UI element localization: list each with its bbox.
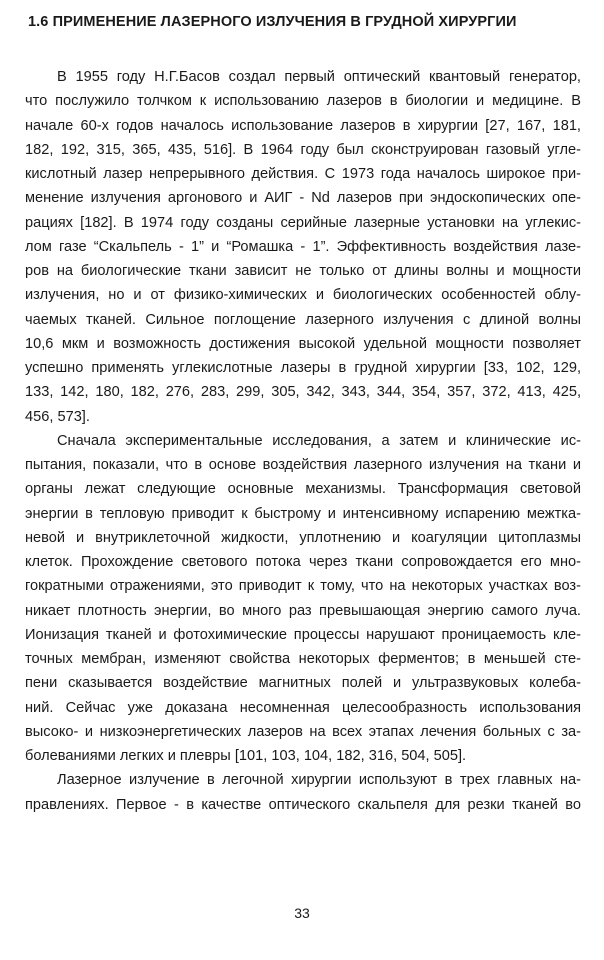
text-line: чаемых тканей. Сильное поглощение лазерного излучения с длиной волны — [25, 311, 581, 328]
text-line: пени сказывается воздействие магнитных полей и ультразвуковых колеба- — [25, 675, 581, 692]
text-line: органы лежат следующие основные механизмы. Трансформация световой — [25, 481, 581, 498]
section-heading: 1.6 ПРИМЕНЕНИЕ ЛАЗЕРНОГО ИЗЛУЧЕНИЯ В ГРУДНОЙ ХИРУРГИИ — [28, 14, 517, 30]
text-line: энергии в тепловую приводит к быстрому и интенсивному испарению межтка- — [25, 505, 581, 522]
text-line: рациях [182]. В 1974 году созданы серийные лазерные установки на углекис- — [25, 214, 581, 231]
text-line: 133, 142, 180, 182, 276, 283, 299, 305, 342, 343, 344, 354, 357, 372, 413, 425, — [25, 384, 581, 401]
document-body — [25, 65, 581, 817]
paragraph-2 — [25, 429, 581, 769]
text-line: успешно применять углекислотные лазеры в грудной хирургии [33, 102, 129, — [25, 360, 581, 376]
text-line: начале 60-х годов началось использование лазеров в хирургии [27, 167, 181, — [25, 117, 581, 134]
text-line: Ионизация тканей и фотохимические процессы нарушают проницаемость кле- — [25, 626, 581, 643]
text-line: точных мембран, изменяют свойства некоторых ферментов; в меньшей сте- — [25, 651, 581, 667]
text-line: кислотный лазер непрерывного действия. С 1973 года началось широкое при- — [25, 166, 581, 182]
text-line: болеваниями легких и плевры [101, 103, 104, 182, 316, 504, 505]. — [25, 748, 467, 764]
text-line: клеток. Прохождение светового потока через ткани сопровождается его мно- — [25, 554, 581, 570]
text-line: Сначала экспериментальные исследования, а затем и клинические ис- — [57, 432, 581, 449]
text-line: 456, 573]. — [25, 408, 90, 425]
text-line: 182, 192, 315, 365, 435, 516]. В 1964 году был сконструирован газовый угле- — [25, 141, 581, 158]
text-line: никает плотность энергии, во много раз превышающая энергию самого луча. — [25, 602, 581, 619]
text-line: пытания, показали, что в основе воздействия лазерного излучения на ткани и — [25, 457, 581, 473]
text-line: менение излучения аргонового и АИГ - Nd лазеров при эндоскопических опе- — [25, 190, 581, 207]
paragraph-3 — [25, 768, 581, 817]
text-line: излучения, но и от физико-химических и биологических особенностей облу- — [25, 287, 581, 304]
text-line: ний. Сейчас уже доказана несомненная целесообразность использования — [25, 699, 581, 716]
text-line: В 1955 году Н.Г.Басов создал первый оптический квантовый генератор, — [57, 69, 581, 85]
text-line: высоко- и низкоэнергетических лазеров на всех этапах лечения больных с за- — [25, 723, 581, 740]
text-line: невой и внутриклеточной жидкости, уплотнению и коагуляции цитоплазмы — [25, 529, 581, 546]
text-line: что послужило толчком к использованию лазеров в биологии и медицине. В — [25, 93, 581, 110]
text-line: лом газе “Скальпель - 1” и “Ромашка - 1”. Эффективность воздействия лазе- — [25, 238, 581, 255]
text-line: 10,6 мкм и возможность достижения высокой удельной мощности позволяет — [25, 335, 581, 352]
text-line: ров на биологические ткани зависит не только от длины волны и мощности — [25, 263, 581, 279]
page-number: 33 — [294, 905, 310, 921]
paragraph-1 — [25, 65, 581, 429]
text-line: гократными отражениями, это приводит к тому, что на некоторых участках воз- — [25, 578, 581, 595]
text-line: правлениях. Первое - в качестве оптического скальпеля для резки тканей во — [25, 796, 581, 813]
text-line: Лазерное излучение в легочной хирургии используют в трех главных на- — [57, 772, 581, 789]
